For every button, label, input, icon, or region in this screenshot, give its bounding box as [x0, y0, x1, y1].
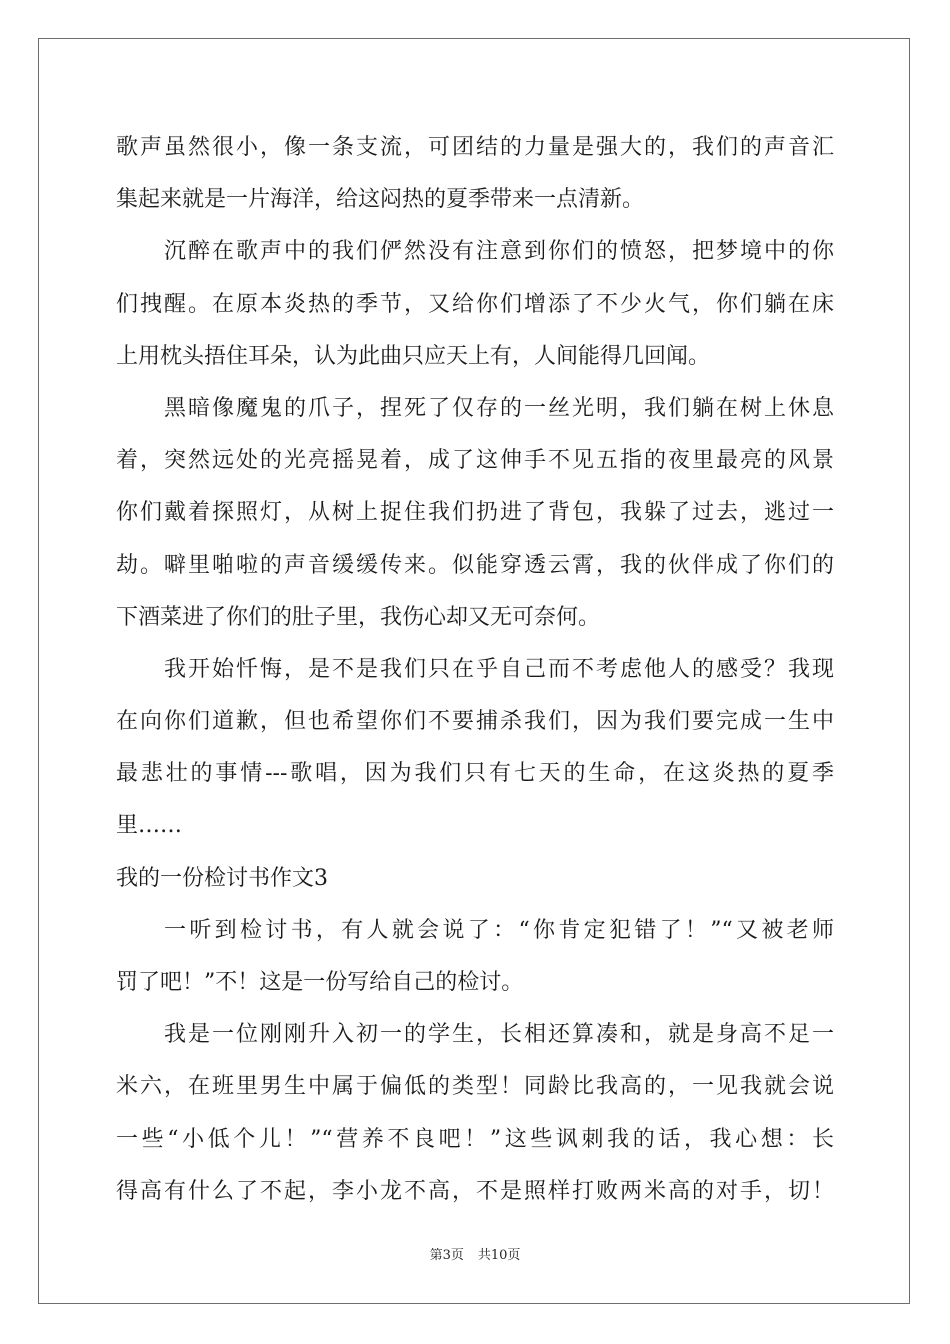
paragraph-start-line: 我开始忏悔，是不是我们只在乎自己而不考虑他人的感受？我现 — [164, 656, 834, 682]
text-line: 你们戴着探照灯，从树上捉住我们扔进了背包，我躲了过去，逃过一 — [116, 500, 834, 526]
page-total: 共10页 — [477, 1248, 521, 1263]
text-line: 着，突然远处的光亮摇晃着，成了这伸手不见五指的夜里最亮的风景 — [116, 448, 834, 474]
paragraph-start-line: 一听到检讨书，有人就会说了：“你肯定犯错了！”“又被老师 — [164, 917, 834, 943]
document-body — [116, 122, 834, 1218]
text-line: 一些“小低个儿！”“营养不良吧！”这些讽刺我的话，我心想：长 — [116, 1126, 834, 1152]
paragraph-start-line: 我是一位刚刚升入初一的学生，长相还算凑和，就是身高不足一 — [164, 1022, 834, 1048]
text-line: 们拽醒。在原本炎热的季节，又给你们增添了不少火气，你们躺在床 — [116, 291, 834, 317]
page-footer — [0, 1246, 950, 1266]
text-line: 得高有什么了不起，李小龙不高，不是照样打败两米高的对手，切！ — [116, 1178, 834, 1204]
paragraph-start-line: 黑暗像魔鬼的爪子，捏死了仅存的一丝光明，我们躺在树上休息 — [164, 395, 834, 421]
section-heading: 我的一份检讨书作文3 — [116, 865, 328, 891]
text-line: 里…… — [116, 813, 183, 839]
text-line: 上用枕头捂住耳朵，认为此曲只应天上有，人间能得几回闻。 — [116, 343, 711, 369]
text-line: 歌声虽然很小，像一条支流，可团结的力量是强大的，我们的声音汇 — [116, 135, 834, 160]
text-line: 劫。噼里啪啦的声音缓缓传来。似能穿透云霄，我的伙伴成了你们的 — [116, 552, 834, 578]
text-line: 米六，在班里男生中属于偏低的类型！同龄比我高的，一见我就会说 — [116, 1074, 834, 1100]
paragraph-start-line: 沉醉在歌声中的我们俨然没有注意到你们的愤怒，把梦境中的你 — [164, 239, 834, 265]
page-number: 第3页 — [429, 1248, 464, 1263]
text-line: 最悲壮的事情---歌唱，因为我们只有七天的生命，在这炎热的夏季 — [116, 761, 834, 787]
text-line: 在向你们道歉，但也希望你们不要捕杀我们，因为我们要完成一生中 — [116, 709, 834, 735]
text-line: 下酒菜进了你们的肚子里，我伤心却又无可奈何。 — [116, 604, 601, 630]
text-line: 罚了吧！”不！这是一份写给自己的检讨。 — [116, 970, 524, 995]
text-line: 集起来就是一片海洋，给这闷热的夏季带来一点清新。 — [116, 187, 645, 213]
